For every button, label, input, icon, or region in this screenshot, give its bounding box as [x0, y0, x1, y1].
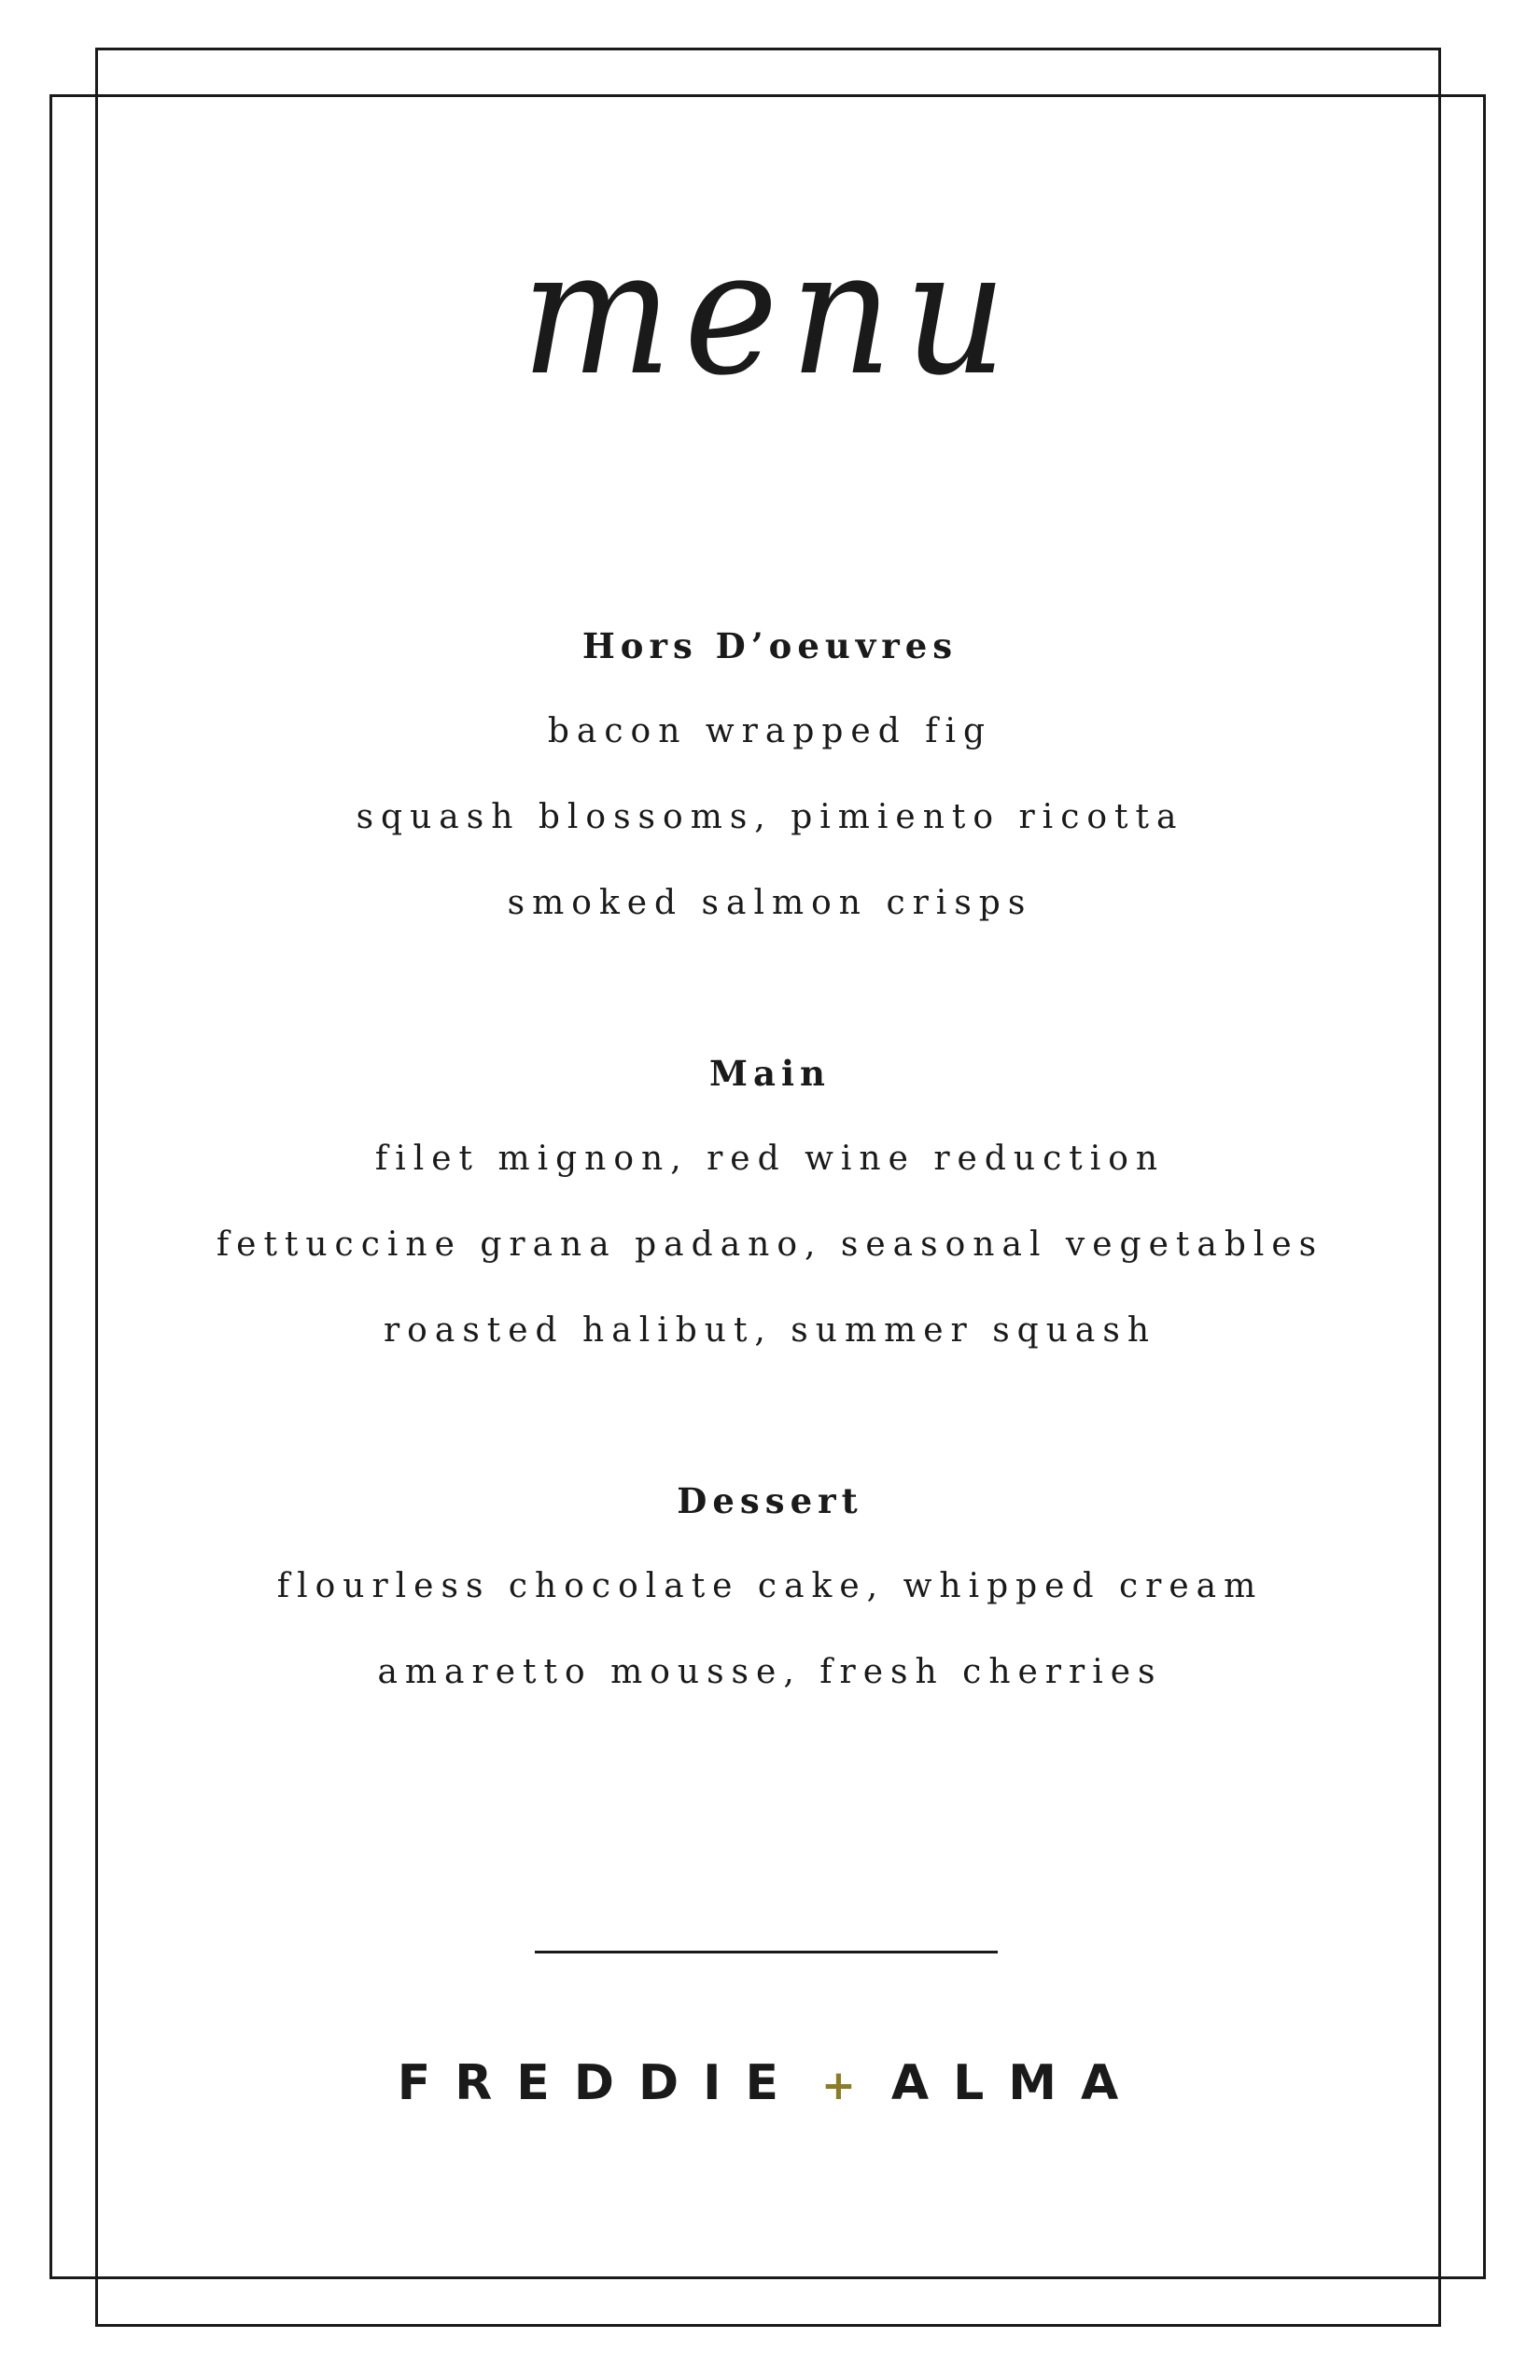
logo-left-name: FREDDIE [397, 2055, 804, 2111]
menu-item: amaretto mousse, fresh cherries [377, 1653, 1163, 1691]
menu-title: menu [521, 212, 1019, 413]
menu-item: bacon wrapped fig [547, 712, 993, 750]
section-hors-doeuvres [0, 603, 1540, 946]
menu-item: filet mignon, red wine reduction [374, 1140, 1166, 1178]
divider-line [535, 1951, 998, 1953]
section-dessert [0, 1458, 1540, 1715]
menu-item: fettuccine grana padano, seasonal vegetables [216, 1225, 1324, 1264]
logo-separator: + [821, 2062, 856, 2109]
brand-logo [0, 2046, 1540, 2123]
section-heading: Dessert [677, 1480, 863, 1521]
menu-item: smoked salmon crisps [507, 884, 1033, 922]
section-heading: Hors D’oeuvres [581, 625, 959, 666]
menu-item: squash blossoms, pimiento ricotta [356, 798, 1184, 836]
menu-item: roasted halibut, summer squash [383, 1311, 1157, 1350]
section-heading: Main [709, 1053, 831, 1094]
logo-right-name: ALMA [890, 2055, 1143, 2111]
menu-item: flourless chocolate cake, whipped cream [276, 1567, 1264, 1605]
section-main [0, 1030, 1540, 1374]
